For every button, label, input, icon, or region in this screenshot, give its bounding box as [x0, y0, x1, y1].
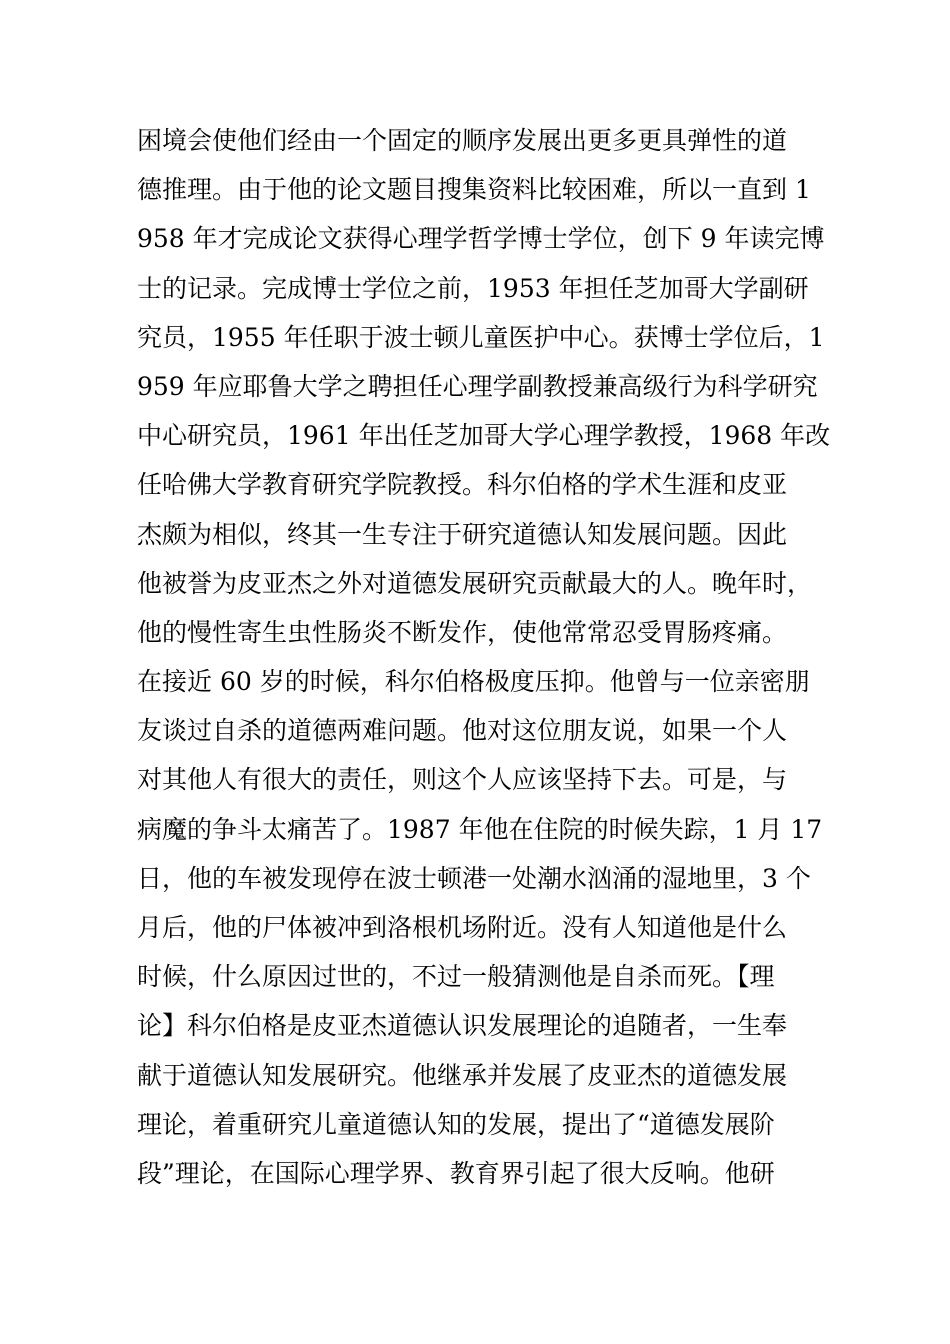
- text-line: 他的慢性寄生虫性肠炎不断发作，使他常常忍受胃肠疼痛。: [137, 617, 788, 647]
- text-line: 在接近 60 岁的时候，科尔伯格极度压抑。他曾与一位亲密朋: [137, 667, 810, 697]
- text-line: 他被誉为皮亚杰之外对道德发展研究贡献最大的人。晚年时，: [137, 568, 813, 598]
- text-line: 究员，1955 年任职于波士顿儿童医护中心。获博士学位后，1: [137, 322, 825, 352]
- text-line: 论】科尔伯格是皮亚杰道德认识发展理论的追随者，一生奉: [137, 1011, 788, 1041]
- text-line: 理论，着重研究儿童道德认知的发展，提出了“道德发展阶: [137, 1109, 775, 1139]
- text-line: 困境会使他们经由一个固定的顺序发展出更多更具弹性的道: [137, 126, 788, 155]
- text-line: 任哈佛大学教育研究学院教授。科尔伯格的学术生涯和皮亚: [137, 470, 788, 500]
- text-line: 959 年应耶鲁大学之聘担任心理学副教授兼高级行为科学研究: [137, 371, 818, 401]
- text-line: 士的记录。完成博士学位之前，1953 年担任芝加哥大学副研: [137, 273, 809, 303]
- text-line: 日，他的车被发现停在波士顿港一处潮水汹涌的湿地里，3 个: [137, 863, 811, 893]
- text-line: 杰颇为相似，终其一生专注于研究道德认知发展问题。因此: [137, 519, 788, 549]
- text-line: 中心研究员，1961 年出任芝加哥大学心理学教授，1968 年改: [137, 421, 831, 451]
- body-text: [137, 116, 831, 1198]
- text-line: 月后，他的尸体被冲到洛根机场附近。没有人知道他是什么: [137, 913, 788, 942]
- text-line: 958 年才完成论文获得心理学哲学博士学位，创下 9 年读完博: [137, 224, 825, 254]
- text-line: 段”理论，在国际心理学界、教育界引起了很大反响。他研: [137, 1158, 775, 1188]
- text-line: 献于道德认知发展研究。他继承并发展了皮亚杰的道德发展: [137, 1060, 788, 1090]
- text-line: 病魔的争斗太痛苦了。1987 年他在住院的时候失踪，1 月 17: [137, 814, 823, 844]
- text-line: 德推理。由于他的论文题目搜集资料比较困难，所以一直到 1: [137, 175, 811, 205]
- text-line: 友谈过自杀的道德两难问题。他对这位朋友说，如果一个人: [137, 716, 788, 746]
- text-line: 对其他人有很大的责任，则这个人应该坚持下去。可是，与: [137, 765, 788, 795]
- text-line: 时候，什么原因过世的，不过一般猜测他是自杀而死。【理: [137, 962, 775, 992]
